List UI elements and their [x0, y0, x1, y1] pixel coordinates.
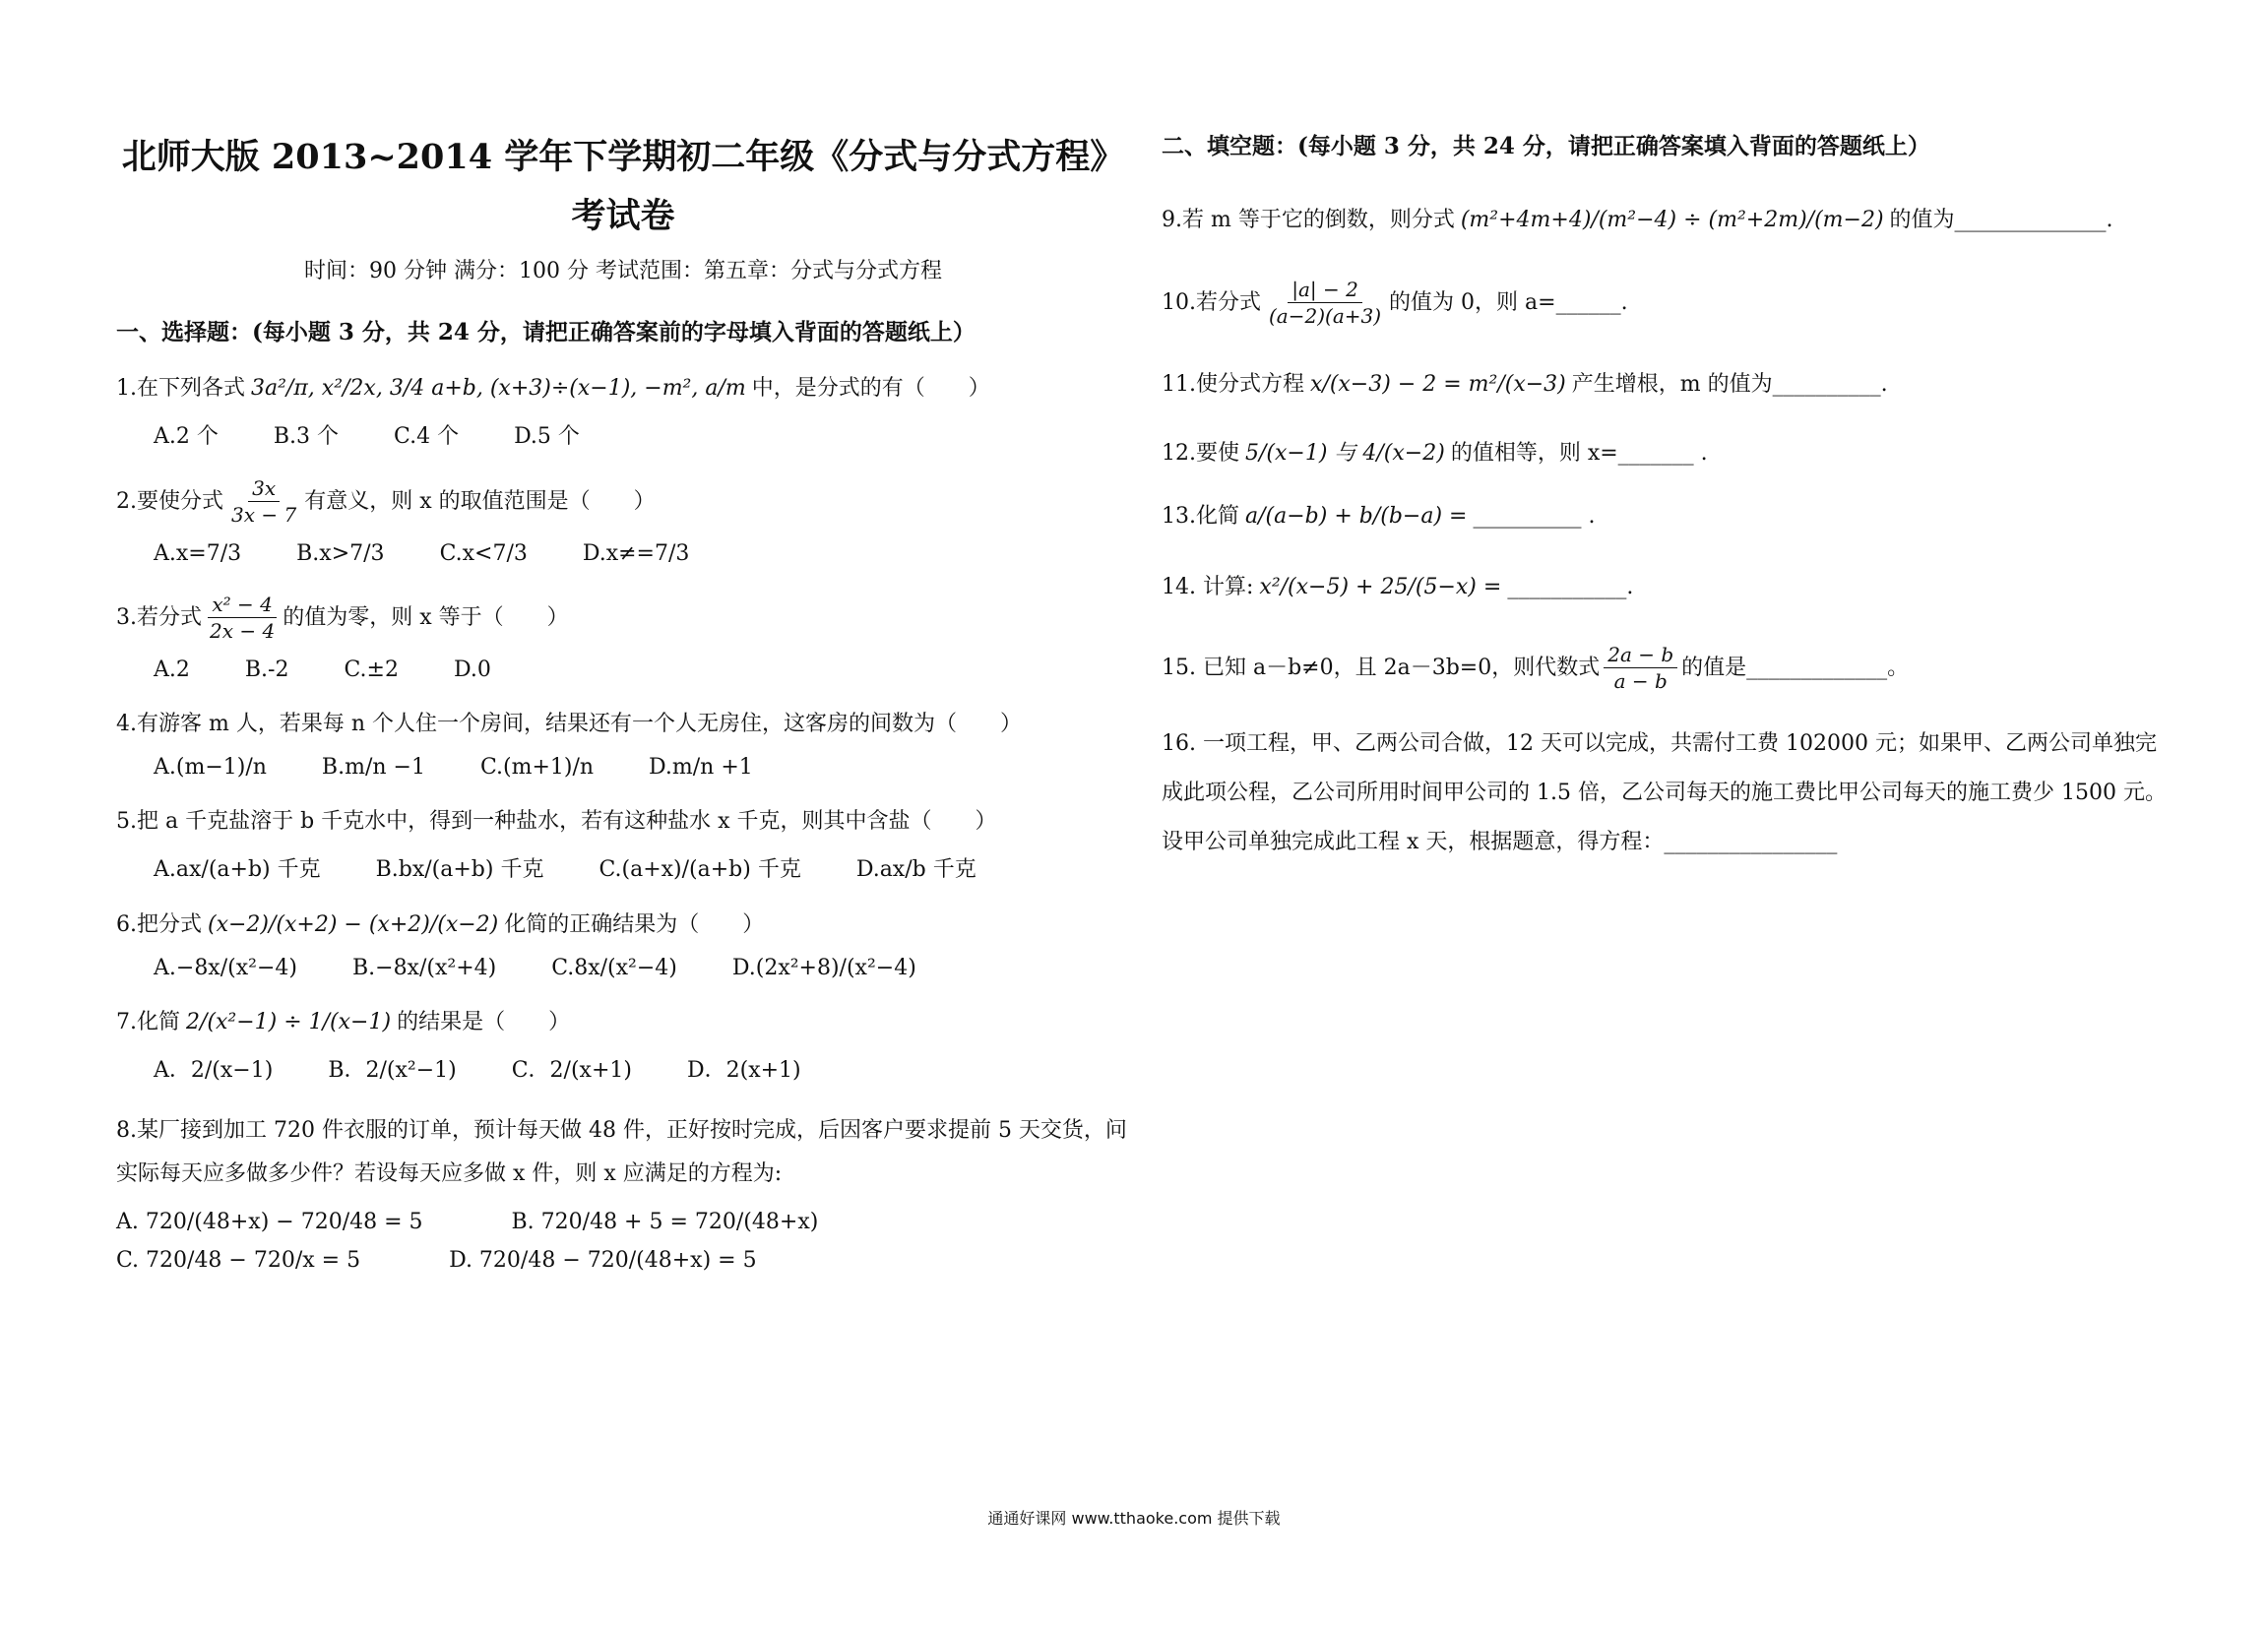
exam-title: 北师大版 2013~2014 学年下学期初二年级《分式与分式方程》: [121, 137, 1125, 177]
question-5: 5.把 a 千克盐溶于 b 千克水中，得到一种盐水，若有这种盐水 x 千克，则其中含盐（ ）: [116, 809, 997, 834]
section-fill: 二、填空题：(每小题 3 分，共 24 分，请把正确答案填入背面的答题纸上）: [1162, 133, 1930, 159]
footer-credit: 通通好课网 www.tthaoke.com 提供下载: [987, 1509, 1281, 1528]
question-16: 16. 一项工程，甲、乙两公司合做，12 天可以完成，共需付工费 102000 元；如果甲、乙两公司单独完成此项公程，乙公司所用时间甲公司的 1.5 倍，乙公司每天的施工费比甲公司每天的施工费少 1500 元。设甲公司单独完成此工程 x 天，根据题意，得方程：________________: [1162, 731, 2167, 854]
q8-options-cd: C. 720/48 − 720/x = 5 D. 720/48 − 720/(48+x) = 5: [116, 1248, 757, 1273]
question-8: 8.某厂接到加工 720 件衣服的订单，预计每天做 48 件，正好按时完成，后因客户要求提前 5 天交货，问实际每天应多做多少件？若设每天应多做 x 件，则 x 应满足的方程为:: [116, 1118, 1127, 1186]
q13-expression: a/(a−b) + b/(b−a) =: [1245, 504, 1468, 529]
q2-options: A.x=7/3 B.x>7/3 C.x<7/3 D.x≠=7/3: [154, 541, 690, 566]
q1-options: A.2 个 B.3 个 C.4 个 D.5 个: [154, 424, 580, 449]
question-15: 15. 已知 a－b≠0，且 2a－3b=0，则代数式 $\frac{2a - b}{a - b}$ 的值是_____________。: [1162, 643, 1910, 693]
question-7: 7.化简 2/(x²−1) ÷ 1/(x−1) 的结果是（ ）: [116, 1006, 1130, 1039]
question-2: 2.要使分式 $\frac{3x}{3x - 7}$ 有意义，则 x 的取值范围是（ ）: [116, 476, 656, 527]
exam-meta: 时间：90 分钟 满分：100 分 考试范围：第五章：分式与分式方程: [304, 259, 942, 283]
question-11: 11.使分式方程 x/(x−3) − 2 = m²/(x−3) 产生增根，m 的值为__________.: [1162, 368, 2175, 402]
question-12: 12.要使 5/(x−1) 与 4/(x−2) 的值相等，则 x=_______ .: [1162, 437, 2175, 470]
right-column: [1162, 128, 2175, 867]
q8-options-ab: A. 720/(48+x) − 720/48 = 5 B. 720/48 + 5 = 720/(48+x): [116, 1210, 819, 1234]
q7-options: A．2/(x−1) B．2/(x²−1) C．2/(x+1) D．2(x+1): [154, 1058, 801, 1083]
q5-options: A.ax/(a+b) 千克 B.bx/(a+b) 千克 C.(a+x)/(a+b) 千克 D.ax/b 千克: [154, 857, 976, 882]
q2-fraction: $\frac{3x}{3x - 7}$: [231, 476, 297, 527]
question-1: 1.在下列各式 3a²/π, x²/2x, 3/4 a+b, (x+3)÷(x−1), −m², a/m 中，是分式的有（ ）: [116, 372, 1130, 406]
q10-fraction: $\frac{|a| - 2}{(a-2)(a+3)}$: [1269, 278, 1382, 328]
q15-fraction: $\frac{2a - b}{a - b}$: [1604, 642, 1677, 694]
exam-subtitle: 考试卷: [571, 196, 675, 236]
question-9: 9.若 m 等于它的倒数，则分式 (m²+4m+4)/(m²−4) ÷ (m²+2m)/(m−2) 的值为______________.: [1162, 204, 2175, 237]
q6-expression: (x−2)/(x+2) − (x+2)/(x−2): [208, 912, 499, 937]
q11-expression: x/(x−3) − 2 = m²/(x−3): [1310, 372, 1566, 397]
q3-options: A.2 B.-2 C.±2 D.0: [154, 657, 491, 682]
left-column: [116, 128, 1130, 1273]
q6-options: A.−8x/(x²−4) B.−8x/(x²+4) C.8x/(x²−4) D.(2x²+8)/(x²−4): [154, 956, 916, 980]
q12-expression: 5/(x−1) 与 4/(x−2): [1245, 441, 1445, 466]
question-3: 3.若分式 $\frac{\text{x² − 4}}{2x - 4}$ 的值为零，则 x 等于（ ）: [116, 593, 569, 643]
question-13: 13.化简 a/(a−b) + b/(b−a) = __________ .: [1162, 500, 2175, 533]
q9-expression: (m²+4m+4)/(m²−4) ÷ (m²+2m)/(m−2): [1460, 208, 1884, 232]
question-4: 4.有游客 m 人，若果每 n 个人住一个房间，结果还有一个人无房住，这客房的间数为（ ）: [116, 712, 1022, 736]
q7-expression: 2/(x²−1) ÷ 1/(x−1): [186, 1010, 392, 1034]
section-choice: 一、选择题：(每小题 3 分，共 24 分，请把正确答案前的字母填入背面的答题纸上）: [116, 319, 976, 345]
question-14: 14. 计算: x²/(x−5) + 25/(5−x) = ___________.: [1162, 571, 2175, 604]
question-10: 10.若分式 $\frac{|a| - 2}{(a-2)(a+3)}$ 的值为 0，则 a=______.: [1162, 278, 1628, 328]
q1-expression: 3a²/π, x²/2x, 3/4 a+b, (x+3)÷(x−1), −m², a/m: [251, 376, 746, 401]
q3-fraction: $\frac{\text{x² − 4}}{2x - 4}$: [210, 593, 276, 643]
q14-expression: x²/(x−5) + 25/(5−x) =: [1259, 575, 1502, 599]
question-6: 6.把分式 (x−2)/(x+2) − (x+2)/(x−2) 化简的正确结果为（ ）: [116, 908, 1130, 942]
q4-options: A.(m−1)/n B.m/n −1 C.(m+1)/n D.m/n +1: [154, 755, 753, 780]
